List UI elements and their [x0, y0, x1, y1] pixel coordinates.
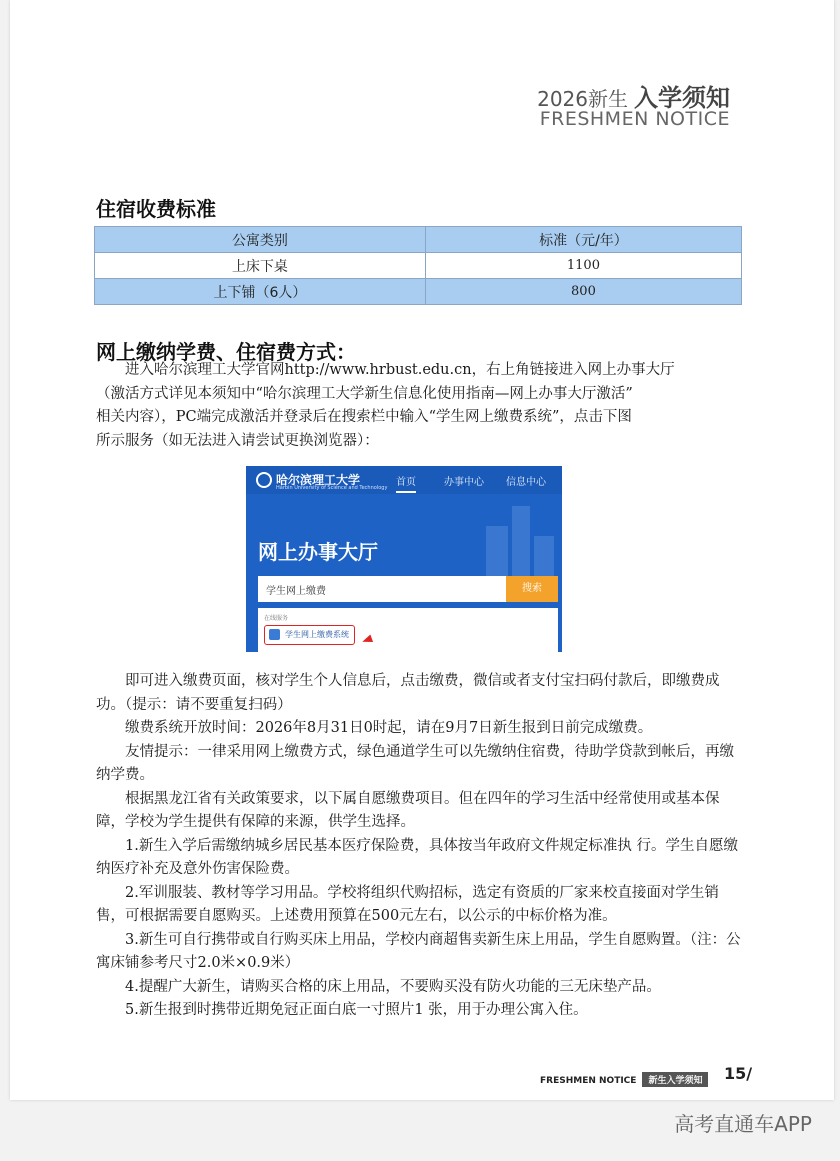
screenshot-service-name: 学生网上缴费系统	[285, 630, 349, 639]
screenshot-nav-home: 首页	[396, 473, 416, 493]
table-header-row	[95, 227, 742, 253]
paragraph: 1.新生入学后需缴纳城乡居民基本医疗保险费，具体按当年政府文件规定标准执 行。学生自愿缴纳医疗补充及意外伤害保险费。	[96, 837, 738, 877]
paragraph: 4.提醒广大新生，请购买合格的床上用品，不要购买没有防火功能的三无床垫产品。	[125, 978, 661, 995]
footer-tag: 新生入学须知	[642, 1072, 708, 1087]
screenshot-nav-info: 信息中心	[506, 477, 546, 488]
document-page	[10, 0, 834, 1100]
screenshot-panel-label: 在线服务	[264, 615, 289, 622]
screenshot-search-button: 搜索	[506, 576, 558, 602]
university-logo-icon	[256, 472, 272, 488]
header-subtitle: FRESHMEN NOTICE	[539, 108, 730, 130]
online-hall-screenshot	[246, 466, 562, 652]
footer-notice: FRESHMEN NOTICE	[540, 1076, 637, 1086]
building-graphic	[486, 526, 508, 576]
screenshot-logo-text: 哈尔滨理工大学	[276, 473, 361, 487]
screenshot-service-panel	[258, 608, 558, 652]
paragraph: 即可进入缴费页面，核对学生个人信息后，点击缴费，微信或者支付宝扫码付款后，即缴费成功。（提示：请不要重复扫码）	[96, 673, 720, 713]
screenshot-hall-title: 网上办事大厅	[258, 540, 378, 564]
screenshot-search-value: 学生网上缴费	[266, 586, 326, 597]
screenshot-logo-sub: Harbin University of Science and Technology	[276, 485, 388, 491]
fees-heading: 住宿收费标准	[96, 197, 216, 221]
paragraph: 5.新生报到时携带近期免冠正面白底一寸照片1 张，用于办理公寓入住。	[125, 1002, 588, 1018]
paragraph-line: 进入哈尔滨理工大学官网http://www.hrbust.edu.cn，右上角链接进入网上办事大厅	[125, 362, 675, 378]
paragraph-line: （激活方式详见本须知中“哈尔滨理工大学新生信息化使用指南—网上办事大厅激活”	[96, 385, 633, 402]
table-cell: 800	[425, 279, 741, 305]
payment-details	[96, 670, 746, 1023]
fees-table	[94, 226, 742, 305]
screenshot-nav-service: 办事中心	[444, 477, 484, 488]
screenshot-search-input	[258, 576, 506, 602]
header-main-title: 入学须知	[634, 84, 730, 112]
table-cell: 上床下桌	[95, 253, 426, 279]
paragraph: 缴费系统开放时间：2026年8月31日0时起，请在9月7日新生报到日前完成缴费。	[125, 720, 653, 736]
header-year: 2026新生	[537, 87, 628, 111]
paragraph: 2.军训服装、教材等学习用品。学校将组织代购招标，选定有资质的厂家来校直接面对学生销售，可根据需要自愿购买。上述费用预算在500元左右，以公示的中标价格为准。	[96, 884, 719, 924]
paragraph: 根据黑龙江省有关政策要求，以下属自愿缴费项目。但在四年的学习生活中经常使用或基本保障，学校为学生提供有保障的来源，供学生选择。	[96, 790, 720, 830]
table-cell: 上下铺（6人）	[95, 279, 426, 305]
column-header: 标准（元/年）	[425, 227, 741, 253]
paragraph-line: 所示服务（如无法进入请尝试更换浏览器）：	[96, 432, 379, 449]
building-graphic	[534, 536, 554, 576]
page-footer	[540, 1064, 753, 1086]
payment-system-icon	[269, 629, 280, 640]
page-number: 15/	[724, 1064, 753, 1083]
paragraph: 友情提示：一律采用网上缴费方式，绿色通道学生可以先缴纳住宿费，待助学贷款到帐后，再缴纳学费。	[96, 743, 734, 783]
table-row	[95, 279, 742, 305]
payment-heading: 网上缴纳学费、住宿费方式：	[96, 340, 356, 364]
payment-instructions	[96, 359, 746, 453]
column-header: 公寓类别	[95, 227, 426, 253]
paragraph-line: 相关内容），PC端完成激活并登录后在搜索栏中输入“学生网上缴费系统”，点击下图	[96, 409, 632, 425]
screenshot-service-item	[264, 625, 355, 645]
building-graphic	[512, 506, 530, 576]
app-watermark: 高考直通车APP	[674, 1112, 812, 1136]
table-row	[95, 253, 742, 279]
table-cell: 1100	[425, 253, 741, 279]
paragraph: 3.新生可自行携带或自行购买床上用品，学校内商超售卖新生床上用品，学生自愿购置。（注：公寓床铺参考尺寸2.0米×0.9米）	[96, 931, 741, 971]
